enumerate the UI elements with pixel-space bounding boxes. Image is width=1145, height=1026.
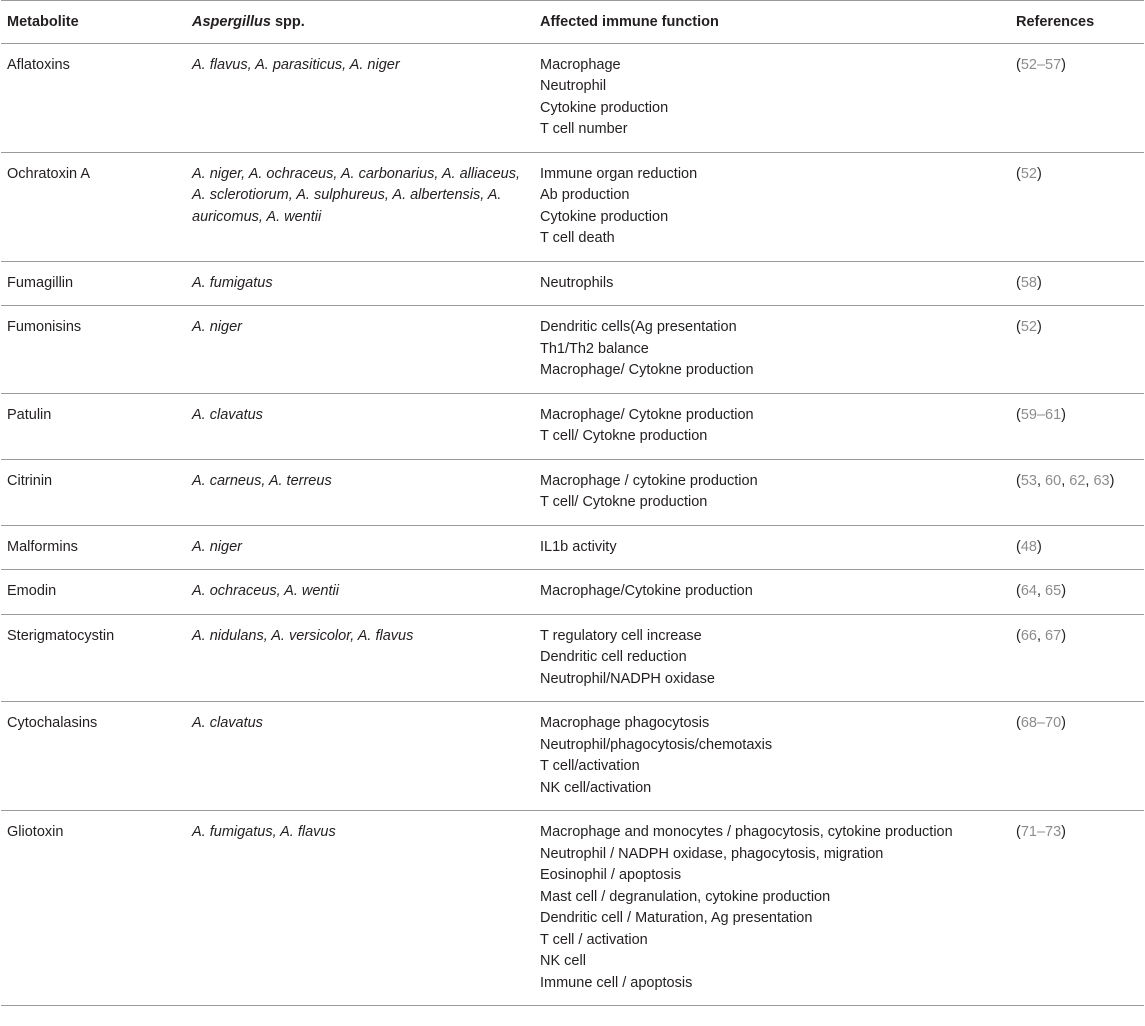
- reference-link[interactable]: 59–61: [1020, 406, 1062, 423]
- immune-function-item: T cell/activation: [540, 758, 640, 774]
- reference-link[interactable]: 68–70: [1020, 715, 1062, 731]
- metabolite-table: [1, 0, 1144, 1006]
- immune-function-item: Th1/Th2 balance: [540, 340, 649, 357]
- references-cell: (52): [1016, 319, 1042, 335]
- species-cell: A. niger: [192, 538, 242, 555]
- reference-link[interactable]: 52–57: [1020, 56, 1062, 73]
- immune-function-item: Neutrophil/phagocytosis/chemotaxis: [540, 736, 773, 753]
- header-species-genus: Aspergillus: [192, 14, 271, 30]
- immune-function-item: Neutrophil/NADPH oxidase: [540, 670, 715, 687]
- reference-link[interactable]: 71–73: [1020, 824, 1062, 840]
- metabolite-cell: Patulin: [7, 406, 52, 423]
- species-cell: A. clavatus: [192, 406, 263, 423]
- header-species: [186, 1, 534, 44]
- table-row: [1, 306, 1144, 394]
- immune-function-cell: [534, 43, 1010, 152]
- immune-function-item: Neutrophils: [540, 274, 614, 291]
- immune-function-item: T cell number: [540, 121, 628, 137]
- table-row: [1, 525, 1144, 570]
- immune-function-item: Macrophage/ Cytokne production: [540, 406, 754, 423]
- immune-function-item: Immune organ reduction: [540, 165, 698, 182]
- reference-link[interactable]: 66: [1020, 627, 1037, 644]
- immune-function-item: Mast cell / degranulation, cytokine production: [540, 888, 831, 905]
- references-cell: (58): [1016, 274, 1042, 291]
- metabolite-cell: Cytochalasins: [7, 715, 98, 731]
- metabolite-cell: Sterigmatocystin: [7, 627, 115, 644]
- species-cell: A. fumigatus, A. flavus: [192, 824, 336, 840]
- reference-link[interactable]: 52: [1020, 319, 1037, 335]
- immune-function-item: Macrophage/Cytokine production: [540, 583, 753, 599]
- reference-link[interactable]: 48: [1020, 538, 1037, 555]
- immune-function-cell: [534, 459, 1010, 525]
- reference-link[interactable]: 63: [1093, 472, 1110, 489]
- references-cell: (68–70): [1016, 715, 1067, 731]
- table-row: [1, 570, 1144, 615]
- references-cell: (66, 67): [1016, 627, 1067, 644]
- immune-function-cell: [534, 152, 1010, 261]
- species-cell: A. carneus, A. terreus: [192, 472, 332, 489]
- immune-function-item: IL1b activity: [540, 538, 617, 555]
- immune-function-cell: [534, 261, 1010, 306]
- immune-function-item: Dendritic cells(Ag presentation: [540, 319, 737, 335]
- references-cell: (52): [1016, 165, 1042, 182]
- references-cell: (71–73): [1016, 824, 1067, 840]
- immune-function-item: Cytokine production: [540, 99, 669, 116]
- immune-function-item: Cytokine production: [540, 208, 669, 225]
- immune-function-cell: [534, 570, 1010, 615]
- table-header: [1, 1, 1144, 44]
- table-row: [1, 152, 1144, 261]
- species-cell: A. fumigatus: [192, 274, 273, 291]
- table-row: [1, 43, 1144, 152]
- metabolite-cell: Gliotoxin: [7, 824, 64, 840]
- metabolite-cell: Fumagillin: [7, 274, 74, 291]
- header-function: Affected immune function: [540, 14, 719, 30]
- immune-function-item: Neutrophil / NADPH oxidase, phagocytosis, migration: [540, 845, 884, 862]
- metabolite-cell: Emodin: [7, 583, 57, 599]
- immune-function-cell: [534, 393, 1010, 459]
- immune-function-item: NK cell/activation: [540, 779, 652, 796]
- reference-link[interactable]: 62: [1069, 472, 1086, 489]
- species-cell: A. clavatus: [192, 715, 263, 731]
- immune-function-item: Macrophage phagocytosis: [540, 715, 710, 731]
- species-cell: A. niger, A. ochraceus, A. carbonarius, A. alliaceus, A. sclerotiorum, A. sulphureus, A. albertensis, A. auricomus, A. wentii: [192, 165, 521, 225]
- references-cell: (48): [1016, 538, 1042, 555]
- reference-link[interactable]: 52: [1020, 165, 1037, 182]
- header-metabolite: Metabolite: [7, 14, 79, 30]
- immune-function-cell: [534, 525, 1010, 570]
- immune-function-item: Neutrophil: [540, 78, 607, 94]
- species-cell: A. flavus, A. parasiticus, A. niger: [192, 56, 400, 73]
- species-cell: A. niger: [192, 319, 242, 335]
- immune-function-cell: [534, 702, 1010, 811]
- immune-function-item: Immune cell / apoptosis: [540, 974, 693, 991]
- immune-function-cell: [534, 614, 1010, 702]
- metabolite-cell: Malformins: [7, 538, 78, 555]
- reference-link[interactable]: 64: [1020, 583, 1037, 599]
- metabolite-cell: Citrinin: [7, 472, 53, 489]
- table-row: [1, 614, 1144, 702]
- header-references: References: [1016, 14, 1095, 30]
- references-cell: (59–61): [1016, 406, 1067, 423]
- immune-function-item: Macrophage/ Cytokne production: [540, 362, 754, 378]
- references-cell: (53, 60, 62, 63): [1016, 472, 1115, 489]
- references-cell: (52–57): [1016, 56, 1067, 73]
- table-row: [1, 261, 1144, 306]
- table-row: [1, 393, 1144, 459]
- references-cell: (64, 65): [1016, 583, 1067, 599]
- reference-link[interactable]: 60: [1045, 472, 1062, 489]
- immune-function-item: NK cell: [540, 953, 586, 969]
- immune-function-item: Eosinophil / apoptosis: [540, 867, 682, 883]
- reference-link[interactable]: 58: [1020, 274, 1037, 291]
- table-row: [1, 702, 1144, 811]
- immune-function-item: T cell death: [540, 230, 615, 246]
- species-cell: A. ochraceus, A. wentii: [192, 583, 339, 599]
- reference-link[interactable]: 67: [1045, 627, 1062, 644]
- immune-function-item: T cell / activation: [540, 931, 648, 948]
- immune-function-item: T cell/ Cytokne production: [540, 428, 708, 444]
- table-body: [1, 43, 1144, 1006]
- reference-link[interactable]: 53: [1020, 472, 1037, 489]
- header-species-suffix: spp.: [270, 14, 305, 30]
- metabolite-cell: Aflatoxins: [7, 56, 70, 73]
- immune-function-cell: [534, 811, 1010, 1006]
- table-row: [1, 811, 1144, 1006]
- immune-function-item: Dendritic cell reduction: [540, 649, 687, 665]
- header-row: [1, 1, 1144, 44]
- immune-function-item: Macrophage / cytokine production: [540, 472, 758, 489]
- immune-function-cell: [534, 306, 1010, 394]
- immune-function-item: Ab production: [540, 187, 630, 203]
- species-cell: A. nidulans, A. versicolor, A. flavus: [192, 627, 414, 644]
- reference-link[interactable]: 65: [1045, 583, 1062, 599]
- metabolite-cell: Fumonisins: [7, 319, 82, 335]
- immune-function-item: T cell/ Cytokne production: [540, 494, 708, 510]
- metabolite-cell: Ochratoxin A: [7, 165, 91, 182]
- immune-function-item: Dendritic cell / Maturation, Ag presentation: [540, 910, 813, 926]
- immune-function-item: Macrophage: [540, 56, 621, 73]
- table-row: [1, 459, 1144, 525]
- immune-function-item: T regulatory cell increase: [540, 627, 702, 644]
- immune-function-item: Macrophage and monocytes / phagocytosis, cytokine production: [540, 824, 953, 840]
